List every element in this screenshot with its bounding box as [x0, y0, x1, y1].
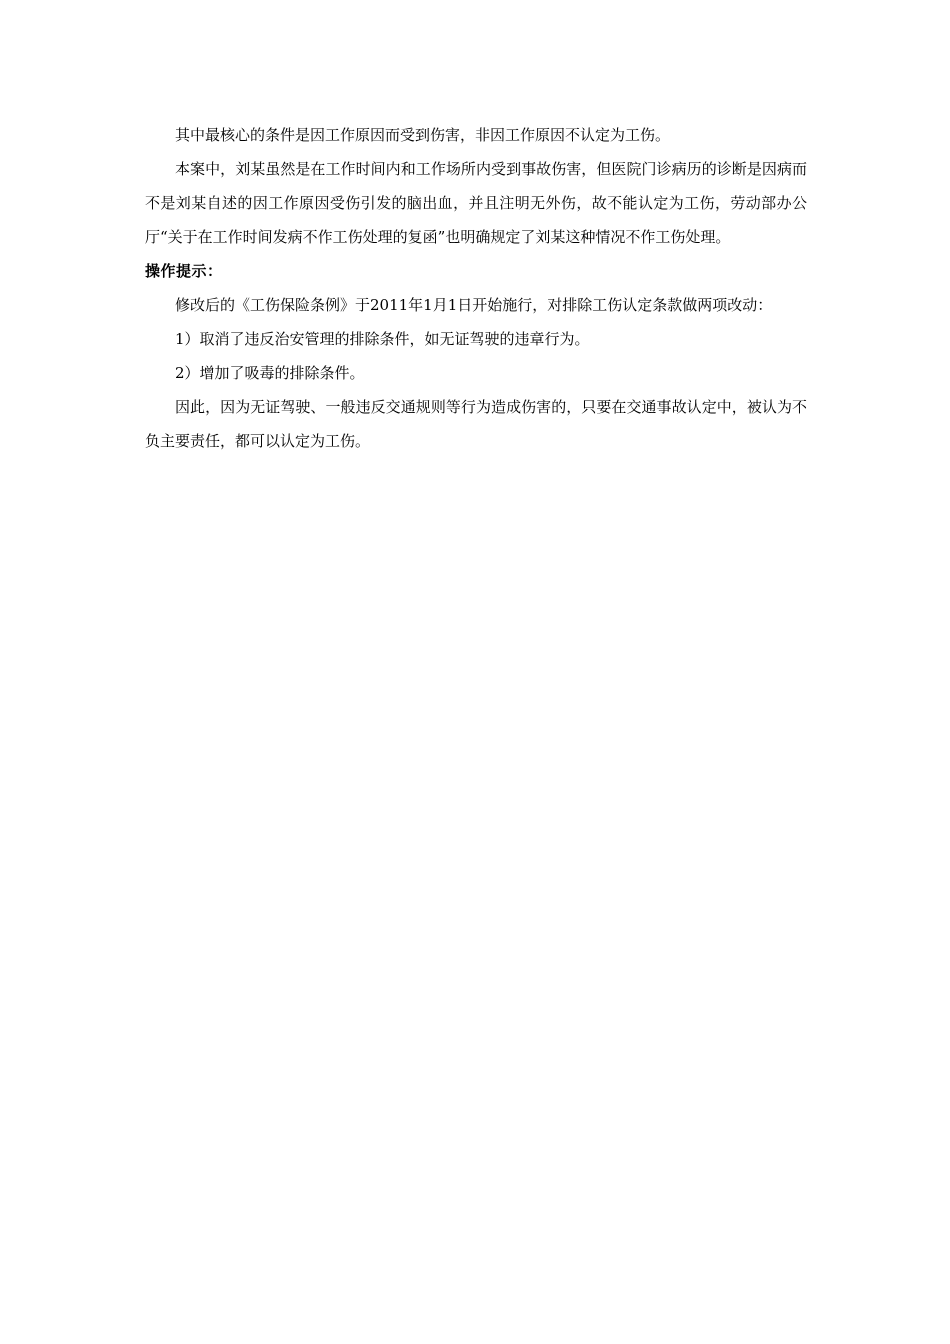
paragraph-conclusion: 因此，因为无证驾驶、一般违反交通规则等行为造成伤害的，只要在交通事故认定中，被认为不负主要责任，都可以认定为工伤。	[145, 398, 807, 450]
document-body	[145, 118, 807, 458]
paragraph-case-analysis: 本案中，刘某虽然是在工作时间内和工作场所内受到事故伤害，但医院门诊病历的诊断是因病而不是刘某自述的因工作原因受伤引发的脑出血，并且注明无外伤，故不能认定为工伤，劳动部办公厅“关于在工作时间发病不作工伤处理的复函”也明确规定了刘某这种情况不作工伤处理。	[145, 160, 807, 246]
paragraph-regulation-change: 修改后的《工伤保险条例》于2011年1月1日开始施行，对排除工伤认定条款做两项改动：	[175, 296, 773, 314]
list-item-change-1: 1）取消了违反治安管理的排除条件，如无证驾驶的违章行为。	[175, 330, 590, 348]
section-heading-operation-tips: 操作提示：	[145, 262, 223, 280]
list-item-change-2: 2）增加了吸毒的排除条件。	[175, 364, 365, 382]
paragraph-core-condition: 其中最核心的条件是因工作原因而受到伤害，非因工作原因不认定为工伤。	[175, 126, 671, 144]
